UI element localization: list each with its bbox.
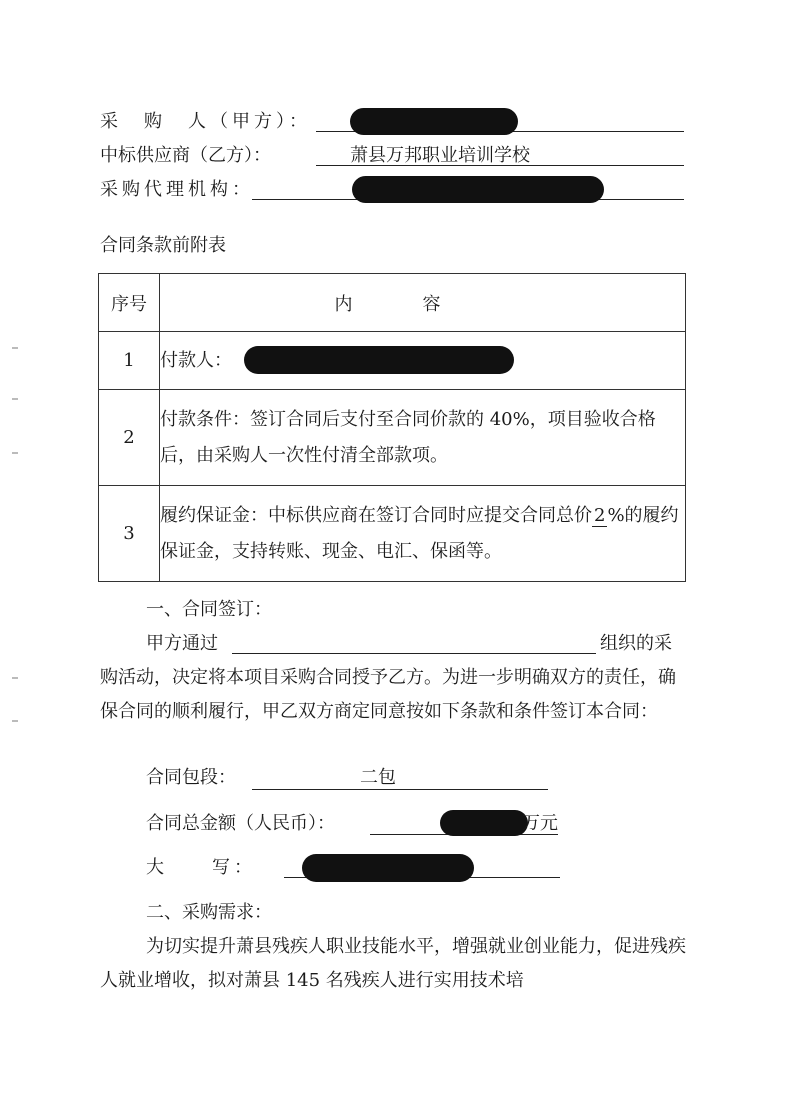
contract-terms-table <box>98 273 686 582</box>
section1-intro-post: 组织的采 <box>600 633 672 654</box>
section1-body: 购活动，决定将本项目采购合同授予乙方。为进一步明确双方的责任，确保合同的顺利履行，甲乙双方商定同意按如下条款和条件签订本合同： <box>100 667 676 722</box>
row-content: 付款条件：签订合同后支付至合同价款的 40%，项目验收合格后，由采购人一次性付清全部款项。 <box>160 390 686 486</box>
payer-label: 付款人： <box>160 349 232 371</box>
table-header-row <box>99 274 686 332</box>
section2-body: 为切实提升萧县残疾人职业技能水平，增强就业创业能力，促进残疾人就业增收，拟对萧县 145 名残疾人进行实用技术培 <box>100 936 686 991</box>
redaction-mark <box>352 176 604 203</box>
package-value: 二包 <box>360 767 396 788</box>
supplier-value: 萧县万邦职业培训学校 <box>350 145 530 166</box>
scan-artifact <box>12 720 18 722</box>
agency-label: 采购代理机构： <box>100 179 254 200</box>
row-number: 1 <box>99 332 160 390</box>
row-number: 3 <box>99 486 160 582</box>
supplier-underline <box>316 165 684 166</box>
package-label: 合同包段： <box>146 767 236 788</box>
table-row <box>99 332 686 390</box>
bond-text-post: %的履约保证金，支持转账、现金、电汇、保函等。 <box>160 504 679 562</box>
table-row <box>99 390 686 486</box>
table-row <box>99 486 686 582</box>
redaction-mark <box>302 854 474 882</box>
amount-label: 合同总金额（人民币）： <box>146 813 335 834</box>
section1-heading: 一、合同签订： <box>146 599 272 620</box>
row-number: 2 <box>99 390 160 486</box>
row-content <box>160 332 686 390</box>
section2-heading: 二、采购需求： <box>146 902 272 923</box>
scan-artifact <box>12 452 18 454</box>
purchaser-label: 采 购 人（甲方）： <box>100 111 311 132</box>
redaction-mark <box>350 108 518 135</box>
capital-label: 大 写： <box>146 857 256 878</box>
row-content <box>160 486 686 582</box>
table-title: 合同条款前附表 <box>100 235 226 256</box>
col-header-content: 内容 <box>160 274 686 332</box>
section1-intro-pre: 甲方通过 <box>146 633 218 654</box>
package-underline <box>252 789 548 790</box>
bond-text-pre: 履约保证金：中标供应商在签订合同时应提交合同总价 <box>160 504 592 526</box>
scan-artifact <box>12 347 18 349</box>
procurement-method-underline <box>232 653 596 654</box>
col-header-no: 序号 <box>99 274 160 332</box>
bond-percent: 2 <box>594 504 606 526</box>
redaction-mark <box>244 346 514 374</box>
redaction-mark <box>440 810 528 836</box>
scan-artifact <box>12 398 18 400</box>
scan-artifact <box>12 677 18 679</box>
supplier-label: 中标供应商（乙方）： <box>100 145 271 166</box>
amount-unit: 万元 <box>522 813 558 834</box>
